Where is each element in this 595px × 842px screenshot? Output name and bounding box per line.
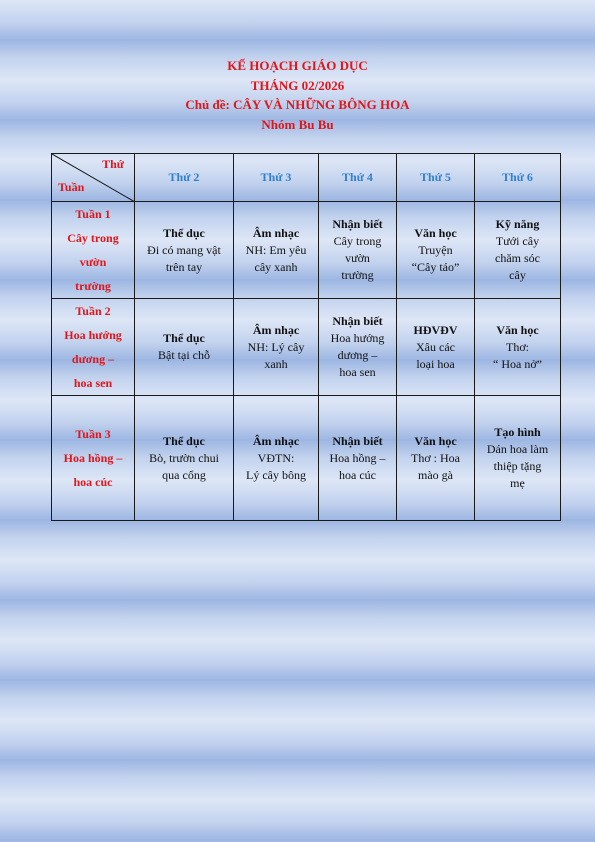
activity-cell xyxy=(319,299,397,396)
activity-subject: Âm nhạc xyxy=(252,225,300,240)
day-header: Thứ 3 xyxy=(234,154,319,202)
lesson-plan-table xyxy=(51,153,561,521)
activity-subject: Tạo hình xyxy=(494,425,541,439)
week-label: Tuần 2 Hoa hướng dương – hoa sen xyxy=(52,299,135,396)
activity-content: Cây trong vườn trường xyxy=(333,234,382,282)
activity-subject: Thể dục xyxy=(163,433,205,448)
activity-cell xyxy=(234,396,319,521)
activity-cell xyxy=(135,202,234,299)
table-header-row xyxy=(52,154,561,202)
activity-cell xyxy=(234,202,319,299)
corner-day-label: Thứ xyxy=(102,157,124,171)
activity-cell xyxy=(475,299,561,396)
corner-week-label: Tuần xyxy=(58,180,85,194)
activity-content: NH: Em yêu cây xanh xyxy=(245,242,307,274)
activity-content: NH: Lý cây xanh xyxy=(247,339,305,371)
activity-subject: Văn học xyxy=(414,433,457,448)
activity-content: Bò, trườn chui qua cổng xyxy=(149,450,219,482)
activity-subject: Văn học xyxy=(414,225,457,240)
activity-content: Hoa hồng – hoa cúc xyxy=(329,450,386,482)
activity-cell xyxy=(475,396,561,521)
day-header: Thứ 5 xyxy=(397,154,475,202)
activity-content: VĐTN: Lý cây bông xyxy=(246,450,306,482)
document-header xyxy=(0,56,595,134)
activity-cell xyxy=(397,202,475,299)
activity-subject: Kỹ năng xyxy=(495,217,540,231)
activity-content: Tưới cây chăm sóc cây xyxy=(495,234,540,282)
week-label: Tuần 3 Hoa hồng – hoa cúc xyxy=(52,396,135,521)
day-header: Thứ 2 xyxy=(135,154,234,202)
activity-content: Hoa hướng dương – hoa sen xyxy=(330,331,385,379)
table-row xyxy=(52,202,561,299)
table-row xyxy=(52,299,561,396)
activity-content: Thơ: “ Hoa nở” xyxy=(493,339,542,371)
activity-cell xyxy=(319,396,397,521)
activity-subject: Nhận biết xyxy=(332,314,383,328)
day-header: Thứ 6 xyxy=(475,154,561,202)
activity-subject: HĐVĐV xyxy=(413,322,458,337)
activity-content: Dán hoa làm thiệp tặng mẹ xyxy=(486,442,549,490)
activity-subject: Âm nhạc xyxy=(252,322,300,337)
activity-cell xyxy=(397,299,475,396)
week-label: Tuần 1 Cây trong vườn trường xyxy=(52,202,135,299)
activity-subject: Thể dục xyxy=(163,225,205,240)
document-month: THÁNG 02/2026 xyxy=(250,77,345,93)
activity-content: Xâu các loại hoa xyxy=(416,339,455,371)
document-title: KẾ HOẠCH GIÁO DỤC xyxy=(227,58,368,73)
activity-cell xyxy=(135,299,234,396)
activity-content: Truyện “Cây táo” xyxy=(411,242,460,274)
day-header: Thứ 4 xyxy=(319,154,397,202)
document-topic: Chủ đề: CÂY VÀ NHỮNG BÔNG HOA xyxy=(185,97,410,112)
activity-content: Đi có mang vật trên tay xyxy=(147,242,221,274)
activity-subject: Âm nhạc xyxy=(252,433,300,448)
activity-subject: Thể dục xyxy=(163,331,205,345)
document-group: Nhóm Bu Bu xyxy=(261,116,334,132)
activity-content: Thơ : Hoa mào gà xyxy=(410,450,460,482)
activity-subject: Nhận biết xyxy=(332,433,383,448)
activity-cell xyxy=(234,299,319,396)
table-row xyxy=(52,396,561,521)
activity-content: Bật tại chỗ xyxy=(158,348,210,362)
activity-cell xyxy=(475,202,561,299)
activity-cell xyxy=(319,202,397,299)
activity-subject: Văn học xyxy=(496,322,539,337)
corner-cell xyxy=(52,154,135,202)
activity-cell xyxy=(397,396,475,521)
activity-cell xyxy=(135,396,234,521)
activity-subject: Nhận biết xyxy=(332,217,383,231)
